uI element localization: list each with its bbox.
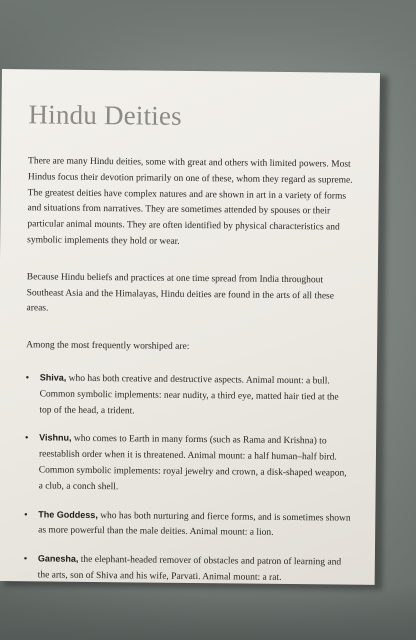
deity-item-vishnu: [25, 431, 353, 499]
spread-paragraph: Because Hindu beliefs and practices at one time spread from India throughout Southeast Asia and the Himalayas, Hindu deities are found in the arts of all these areas.: [26, 272, 335, 314]
wall-background: [0, 0, 416, 70]
deity-name: Vishnu,: [39, 432, 72, 444]
deity-name: The Goddess,: [38, 508, 98, 520]
deity-item-shiva: [25, 370, 352, 422]
deity-list: [24, 370, 353, 587]
wall-shadow: [0, 585, 416, 640]
sign-title: Hindu Deities: [28, 99, 183, 131]
bullet-icon: •: [24, 508, 28, 519]
deity-item-goddess: [24, 507, 351, 543]
deity-description: who has both creative and destructive aspects. Animal mount: a bull. Common symbolic implements: near nudity, a third eye, matted hair tied at the top of the head, a trident.: [39, 373, 339, 416]
list-intro: Among the most frequently worshiped are:: [26, 340, 190, 353]
deity-name: Ganesha,: [37, 553, 79, 564]
museum-label-panel: [0, 69, 380, 585]
deity-name: Shiva,: [39, 372, 67, 383]
bullet-icon: •: [25, 372, 29, 383]
bullet-icon: •: [23, 553, 28, 564]
deity-description: who comes to Earth in many forms (such as Rama and Krishna) to reestablish order when it is threatened. Animal mount: a half human–half bird. Common symbolic implements: royal jewelry and crown, a disk-shaped weapon, a club, a conch shell.: [38, 434, 347, 492]
deity-description: who has both nurturing and fierce forms, and is sometimes shown as more powerful than the male deities. Animal mount: a lion.: [38, 510, 351, 539]
deity-item-ganesha: [24, 551, 351, 587]
deity-description: the elephant-headed remover of obstacles and patron of learning and the arts, son of Shiva and his wife, Parvati. Animal mount: a rat.: [37, 554, 342, 583]
bullet-icon: •: [25, 432, 29, 443]
intro-paragraph: There are many Hindu deities, some with great and others with limited powers. Most Hindus focus their devotion primarily on one of these, whom they regard as supreme. The greatest deities have complex natures and are shown in art in a variety of forms and situations from narratives. They are sometimes attended by spouses or their particular animal mounts. They are often identified by physical characteristics and symbolic implements they hold or wear.: [27, 156, 353, 247]
